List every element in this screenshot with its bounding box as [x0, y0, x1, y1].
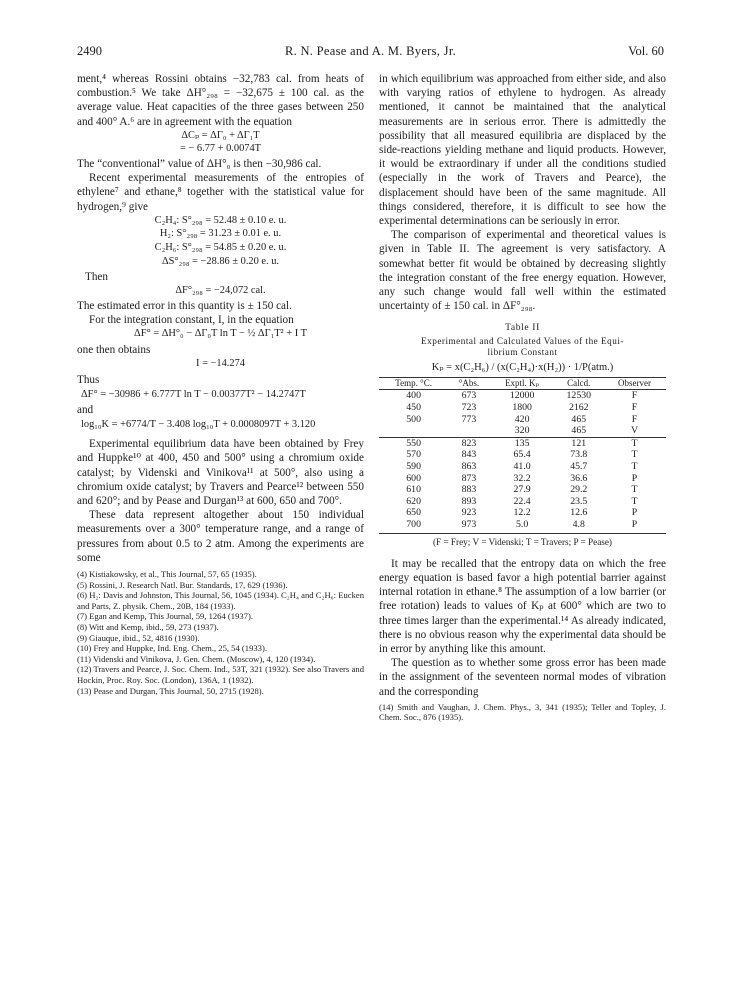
- table-cell: T: [631, 484, 638, 496]
- table-cell: V: [630, 425, 639, 437]
- table-cell: 450: [406, 402, 421, 414]
- volume-label: Vol. 60: [628, 44, 664, 58]
- paragraph: For the integration constant, I, in the equation: [89, 314, 294, 327]
- table-cell: 883: [461, 484, 477, 496]
- table-title: Table II: [505, 322, 540, 334]
- entropy-line: C₂H₄: S°₂₉₈ = 52.48 ± 0.10 e. u.: [154, 214, 287, 226]
- table-cell: 320: [514, 425, 530, 437]
- entropy-line: C₂H₆: S°₂₉₈ = 54.85 ± 0.20 e. u.: [154, 242, 287, 253]
- left-column: [77, 72, 364, 696]
- column-header: Exptl. Kₚ: [490, 377, 555, 390]
- table-cell: 41.0: [513, 461, 531, 473]
- equation: ΔF° = ΔH°₀ − ΔΓ₀T ln T − ½ ΔΓ₁T² + I T: [134, 328, 307, 340]
- text-label: Thus: [77, 373, 100, 386]
- table-cell: 12000: [509, 390, 535, 402]
- table-cell: 500: [406, 413, 421, 425]
- table-cell: 893: [461, 495, 477, 507]
- table-cell: 27.9: [513, 484, 531, 496]
- equation: log₁₀K = +6774/T − 3.408 log₁₀T + 0.0008097T + 3.120: [81, 419, 316, 431]
- table-cell: T: [631, 495, 638, 507]
- table-cell: 873: [461, 472, 477, 484]
- equation: ΔF°₂₉₈ = −24,072 cal.: [175, 285, 266, 297]
- table-row: [379, 449, 666, 461]
- table-cell: 923: [461, 507, 477, 519]
- table-cell: 863: [461, 461, 477, 473]
- running-head: R. N. Pease and A. M. Byers, Jr.: [284, 44, 457, 58]
- table-caption: Experimental and Calculated Values of the Equi-: [421, 335, 624, 346]
- footnote: (5) Rossini, J. Research Natl. Bur. Standards, 17, 629 (1936).: [77, 579, 288, 590]
- table-row: [379, 390, 666, 402]
- table-row: [379, 402, 666, 414]
- table-cell: T: [603, 437, 666, 449]
- equation: ΔF° = −30986 + 6.777T ln T − 0.00377T² − 14.2747T: [81, 388, 306, 400]
- table-caption: librium Constant: [487, 347, 558, 358]
- table-cell: [448, 425, 489, 437]
- footnote: (11) Videnski and Vinikova, J. Gen. Chem. (Moscow), 4, 120 (1934).: [77, 653, 316, 664]
- table-cell: 135: [490, 437, 555, 449]
- table-cell: 420: [514, 413, 530, 425]
- table-cell: 723: [461, 402, 477, 414]
- paragraph: The comparison of experimental and theoretical values is given in Table II. The agreement is very satisfactory. A somewhat better fit would be obtained by decreasing slightly the integration constant of the free energy equation. However, any such change would fall well within the estimated uncertainty of ± 150 cal. in ΔF°₂₉₈.: [379, 229, 666, 313]
- table-cell: 590: [406, 461, 421, 473]
- table-cell: 400: [406, 390, 421, 402]
- table-cell: 45.7: [570, 461, 588, 473]
- paragraph: ment,⁴ whereas Rossini obtains −32,783 cal. from heats of combustion.⁵ We take ΔH°₂₉₈ = −32,675 ± 100 cal. as the average value. Heat capacities of the three gases between 250 and 400° A.⁶ are in agreement with the equation: [77, 73, 364, 128]
- table-row: [379, 425, 666, 437]
- equilibrium-table: [379, 377, 666, 531]
- table-body: [379, 390, 666, 531]
- column-header: °Abs.: [448, 377, 489, 390]
- paragraph: These data represent altogether about 150 individual measurements over a 300° temperature range, and a range of pressures from about 0.5 to 2 atm. Among the experiments are some: [77, 509, 364, 564]
- table-row: [379, 507, 666, 519]
- table-cell: 12.6: [570, 507, 588, 519]
- table-cell: 36.6: [570, 472, 588, 484]
- table-cell: 773: [461, 413, 477, 425]
- table-cell: 700: [406, 518, 421, 530]
- entropy-line: H₂: S°₂₉₈ = 31.23 ± 0.01 e. u.: [159, 228, 282, 240]
- table-cell: 465: [571, 413, 587, 425]
- column-header: Temp. °C.: [379, 377, 448, 390]
- table-cell: T: [631, 461, 638, 473]
- table-cell: 600: [406, 472, 421, 484]
- table-cell: F: [631, 413, 638, 425]
- column-header: Observer: [603, 377, 666, 390]
- table-cell: T: [631, 449, 638, 461]
- table-cell: 73.8: [570, 449, 588, 461]
- table-row: [379, 473, 666, 485]
- table-footnote: (F = Frey; V = Videnski; T = Travers; P = Pease): [379, 533, 666, 549]
- table-cell: 12530: [566, 390, 592, 402]
- entropy-line: ΔS°₂₉₈ = −28.86 ± 0.20 e. u.: [161, 255, 280, 267]
- table-cell: 121: [555, 437, 603, 449]
- table-cell: P: [631, 507, 638, 519]
- table-header-row: [379, 377, 666, 390]
- footnote: (7) Egan and Kemp, This Journal, 59, 1264 (1937).: [77, 611, 253, 622]
- table-cell: 1800: [512, 402, 532, 414]
- table-cell: 620: [406, 495, 421, 507]
- table-cell: 5.0: [515, 518, 529, 530]
- table-cell: 22.4: [513, 495, 531, 507]
- footnote: (8) Witt and Kemp, ibid., 59, 273 (1937).: [77, 621, 219, 632]
- text-label: one then obtains: [77, 343, 151, 356]
- column-header: Calcd.: [555, 377, 603, 390]
- equation: = − 6.77 + 0.0074T: [179, 143, 262, 155]
- table-cell: 843: [461, 449, 477, 461]
- table-cell: 29.2: [570, 484, 588, 496]
- table-cell: 4.8: [572, 518, 585, 530]
- footnote: (6) H₂: Davis and Johnston, This Journal, 56, 1045 (1934). C₂H₄ and C₂H₆: Eucken and Parts, Z. physik. Chem., 20B, 184 (1933).: [77, 590, 364, 611]
- footnote: (12) Travers and Pearce, J. Soc. Chem. Ind., 53T, 321 (1932). See also Travers and Hockin, Proc. Roy. Soc. (London), 136A, 1 (1932).: [77, 664, 364, 685]
- equation: ΔCₚ = ΔΓ₀ + ΔΓ₁T: [181, 129, 260, 141]
- table-cell: P: [631, 472, 638, 484]
- table-cell: 12.2: [513, 507, 531, 519]
- paragraph: The question as to whether some gross error has been made in the assignment of the seventeen normal modes of vibration and the corresponding: [379, 657, 666, 698]
- table-row: [379, 414, 666, 426]
- paragraph: Recent experimental measurements of the entropies of ethylene⁷ and ethane,⁸ together with the statistical value for hydrogen,⁹ give: [77, 172, 364, 213]
- table-cell: [379, 425, 448, 437]
- paragraph: It may be recalled that the entropy data on which the free energy equation is based favor a high potential barrier against internal rotation in ethane.⁸ The assumption of a low barrier (or free rotation) leads to values of Kₚ at 600° which are two to three times larger than the experimental.¹⁴ As already indicated, there is no obvious reason why the experimental data should be in error by anything like this amount.: [379, 557, 666, 655]
- paragraph: The “conventional” value of ΔH°₀ is then −30,986 cal.: [77, 158, 322, 170]
- footnotes: [77, 569, 364, 696]
- table-cell: 465: [571, 425, 587, 437]
- footnote: (9) Giauque, ibid., 52, 4816 (1930).: [77, 632, 200, 643]
- equation: I = −14.274: [196, 358, 245, 370]
- paragraph: The estimated error in this quantity is ± 150 cal.: [77, 299, 292, 312]
- table-cell: 550: [379, 437, 448, 449]
- footnote: (4) Kistiakowsky, et al., This Journal, 57, 65 (1935).: [77, 569, 257, 580]
- paragraph: Experimental equilibrium data have been obtained by Frey and Huppke¹⁰ at 400, 450 and 500° using a chromium oxide catalyst; by Videnski and Vinikova¹¹ at 500°, also using a chromium oxide catalyst; by Travers and Pearce¹² between 550 and 620°; and by Pease and Durgan¹³ at 600, 650 and 700°.: [77, 438, 364, 507]
- footnote: (10) Frey and Huppke, Ind. Eng. Chem., 25, 54 (1933).: [77, 643, 267, 654]
- table-cell: 610: [406, 484, 421, 496]
- text-label: Then: [85, 271, 108, 284]
- table-cell: 23.5: [570, 495, 588, 507]
- table-cell: P: [631, 518, 638, 530]
- kp-formula: Kₚ = x(C₂H₆) / (x(C₂H₄)·x(H₂)) · 1/P(atm.): [431, 361, 614, 373]
- footnote: (13) Pease and Durgan, This Journal, 50, 2715 (1928).: [77, 685, 264, 696]
- table-cell: 65.4: [513, 449, 531, 461]
- table-row: [379, 496, 666, 508]
- footnote: (14) Smith and Vaughan, J. Chem. Phys., 3, 341 (1935); Teller and Topley, J. Chem. Soc., 876 (1935).: [379, 701, 666, 723]
- right-column: [379, 72, 666, 723]
- table-cell: 32.2: [513, 472, 531, 484]
- table-row: [379, 519, 666, 531]
- text-label: and: [77, 403, 94, 416]
- table-cell: F: [631, 402, 638, 414]
- page-header: [77, 44, 664, 60]
- table-cell: 650: [406, 507, 421, 519]
- page-number: 2490: [77, 44, 102, 58]
- table-row: [379, 437, 666, 449]
- paragraph: in which equilibrium was approached from either side, and also with varying ratios of ethylene to hydrogen. As already mentioned, it cannot be maintained that the analytical measurements are in serious error. There is admittedly the possibility that all measured equilibria are displaced by the side-reactions yielding methane and liquid products. However, it would be extraordinary if under all the conditions studied (especially in the work of Travers and Pearce), the displacement should have been of the same magnitude. All things considered, therefore, it is difficult to see how the experimental determinations can be seriously in error.: [379, 73, 666, 228]
- table-cell: F: [631, 390, 638, 402]
- table-cell: 2162: [568, 402, 589, 414]
- table-cell: 823: [448, 437, 489, 449]
- table-cell: 673: [461, 390, 477, 402]
- table-cell: 973: [461, 518, 477, 530]
- table-cell: 570: [406, 449, 421, 461]
- table-row: [379, 461, 666, 473]
- table-row: [379, 484, 666, 496]
